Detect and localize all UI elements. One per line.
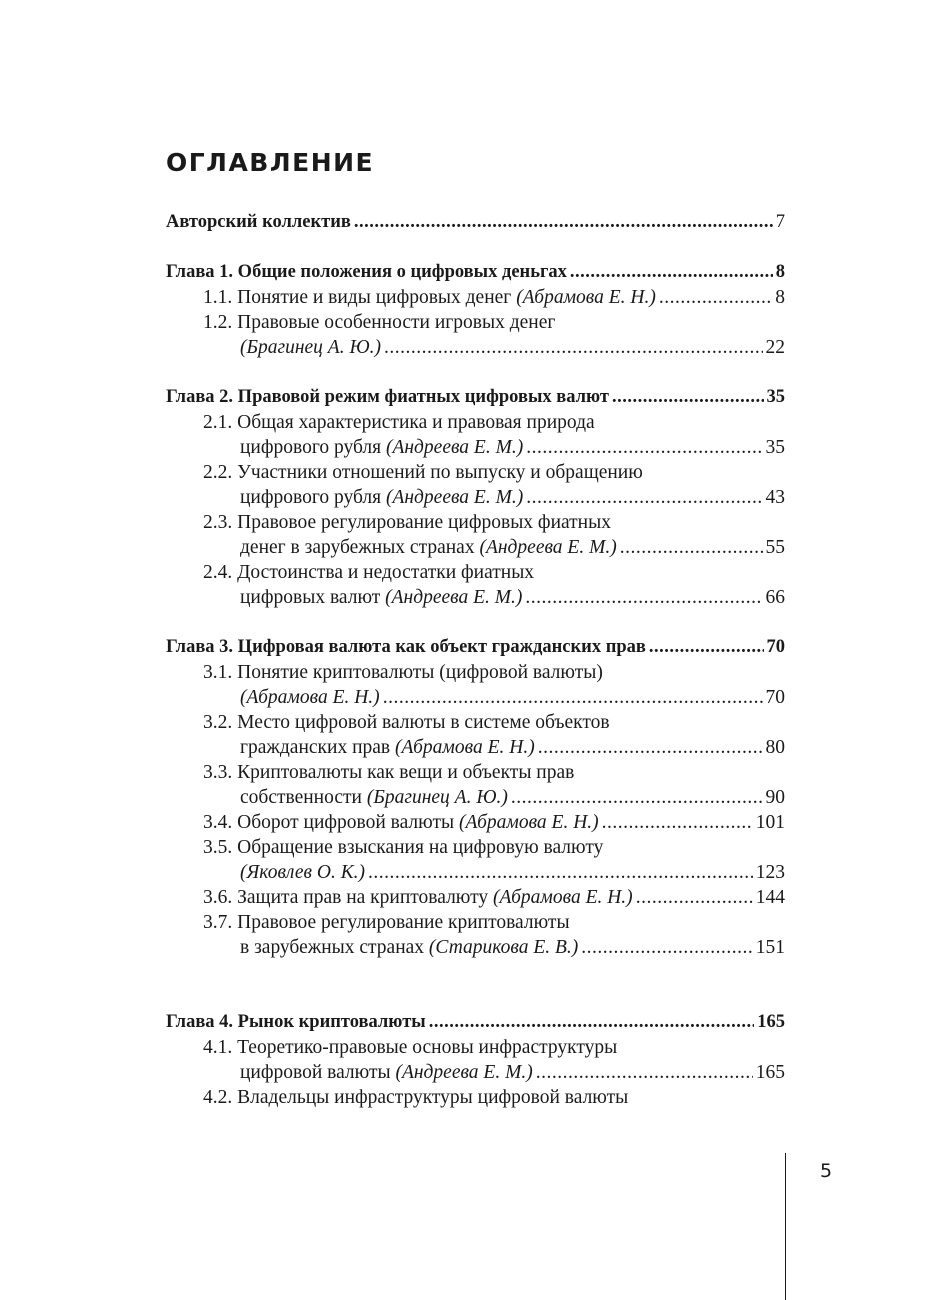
page-number: 70 bbox=[765, 687, 785, 708]
section-number: 1.1. bbox=[203, 287, 233, 308]
toc-section-3-3 bbox=[203, 760, 785, 785]
section-number: 3.7. bbox=[203, 912, 233, 933]
toc-section-3-4 bbox=[203, 810, 785, 835]
section-title: Теоретико-правовые основы инфраструктуры bbox=[237, 1037, 618, 1058]
page-number: 70 bbox=[766, 637, 785, 657]
leader-dots bbox=[429, 1010, 755, 1035]
chapter-title: Глава 3. Цифровая валюта как объект гражданских прав bbox=[166, 637, 646, 657]
toc-entry-authors bbox=[166, 210, 785, 235]
section-author: (Яковлев О. К.) bbox=[240, 862, 366, 883]
toc-section-3-5 bbox=[203, 835, 785, 860]
leader-dots bbox=[354, 210, 773, 235]
toc-section-2-2 bbox=[203, 460, 785, 485]
toc-section-2-3 bbox=[203, 510, 785, 535]
page-number: 8 bbox=[775, 262, 785, 282]
toc-chapter-2 bbox=[166, 385, 785, 410]
leader-dots bbox=[612, 385, 763, 410]
section-author: (Брагинец А. Ю.) bbox=[240, 337, 381, 358]
section-title: цифровых валют bbox=[240, 587, 381, 608]
section-title: Участники отношений по выпуску и обращению bbox=[237, 462, 643, 483]
section-author: (Андреева Е. М.) bbox=[385, 437, 524, 458]
page-number: 8 bbox=[775, 287, 785, 308]
section-title: Достоинства и недостатки фиатных bbox=[237, 562, 535, 583]
leader-dots bbox=[526, 435, 762, 460]
section-number: 2.1. bbox=[203, 412, 233, 433]
page-number: 7 bbox=[775, 212, 785, 232]
toc-section-4-2 bbox=[203, 1085, 785, 1110]
page-number: 165 bbox=[755, 1062, 785, 1083]
section-number: 4.1. bbox=[203, 1037, 233, 1058]
toc-section-3-7-cont bbox=[240, 935, 785, 960]
leader-dots bbox=[511, 785, 763, 810]
leader-dots bbox=[368, 860, 753, 885]
chapter-title: Глава 4. Рынок криптовалюты bbox=[166, 1012, 426, 1032]
section-number: 1.2. bbox=[203, 312, 233, 333]
leader-dots bbox=[526, 485, 762, 510]
page-number: 80 bbox=[765, 737, 785, 758]
section-number: 3.6. bbox=[203, 887, 233, 908]
toc-section-3-5-cont bbox=[240, 860, 785, 885]
section-author: (Андреева Е. М.) bbox=[395, 1062, 533, 1083]
section-author: (Абрамова Е. Н.) bbox=[458, 812, 599, 833]
section-number: 2.2. bbox=[203, 462, 233, 483]
leader-dots bbox=[384, 335, 763, 360]
section-number: 3.5. bbox=[203, 837, 233, 858]
section-author: (Абрамова Е. Н.) bbox=[493, 887, 633, 908]
toc-section-2-4-cont bbox=[240, 585, 785, 610]
section-author: (Андреева Е. М.) bbox=[385, 587, 523, 608]
leader-dots bbox=[570, 260, 773, 285]
section-author: (Абрамова Е. Н.) bbox=[240, 687, 380, 708]
leader-dots bbox=[536, 1060, 753, 1085]
section-title: Общая характеристика и правовая природа bbox=[237, 412, 595, 433]
toc-chapter-1 bbox=[166, 260, 785, 285]
section-author: (Брагинец А. Ю.) bbox=[366, 787, 508, 808]
leader-dots bbox=[649, 635, 764, 660]
folio-page-number: 5 bbox=[820, 1160, 833, 1182]
section-title: Защита прав на криптовалюту bbox=[237, 887, 489, 908]
page-number: 123 bbox=[755, 862, 785, 883]
toc-section-4-1 bbox=[203, 1035, 785, 1060]
section-title: цифрового рубля bbox=[240, 487, 382, 508]
page-number: 35 bbox=[766, 387, 785, 407]
leader-dots bbox=[581, 935, 752, 960]
page-number: 22 bbox=[765, 337, 785, 358]
page-number: 43 bbox=[765, 487, 785, 508]
section-title: Правовое регулирование криптовалюты bbox=[237, 912, 570, 933]
toc-section-3-2-cont bbox=[240, 735, 785, 760]
toc-section-2-3-cont bbox=[240, 535, 785, 560]
section-number: 2.4. bbox=[203, 562, 233, 583]
page-number: 144 bbox=[755, 887, 785, 908]
section-title: Понятие криптовалюты (цифровой валюты) bbox=[237, 662, 603, 683]
toc-section-1-1 bbox=[203, 285, 785, 310]
section-title: Правовые особенности игровых денег bbox=[237, 312, 556, 333]
section-title: цифровой валюты bbox=[240, 1062, 391, 1083]
section-title: Оборот цифровой валюты bbox=[237, 812, 455, 833]
page-number: 151 bbox=[755, 937, 785, 958]
toc-section-3-6 bbox=[203, 885, 785, 910]
section-title: Место цифровой валюты в системе объектов bbox=[237, 712, 610, 733]
leader-dots bbox=[659, 285, 772, 310]
page-title: ОГЛАВЛЕНИЕ bbox=[166, 148, 375, 177]
toc-chapter-3 bbox=[166, 635, 785, 660]
toc-section-3-2 bbox=[203, 710, 785, 735]
section-number: 3.2. bbox=[203, 712, 233, 733]
section-title: цифрового рубля bbox=[240, 437, 382, 458]
toc-section-2-1-cont bbox=[240, 435, 785, 460]
toc-section-3-1-cont bbox=[240, 685, 785, 710]
page-number: 55 bbox=[765, 537, 785, 558]
toc-chapter-4 bbox=[166, 1010, 785, 1035]
section-title: Понятие и виды цифровых денег bbox=[237, 287, 512, 308]
leader-dots bbox=[620, 535, 763, 560]
section-author: (Абрамова Е. Н.) bbox=[395, 737, 535, 758]
page-number: 101 bbox=[755, 812, 785, 833]
leader-dots bbox=[602, 810, 753, 835]
section-title: в зарубежных странах bbox=[240, 937, 425, 958]
chapter-title: Глава 2. Правовой режим фиатных цифровых валют bbox=[166, 387, 610, 407]
section-number: 3.1. bbox=[203, 662, 233, 683]
leader-dots bbox=[538, 735, 763, 760]
margin-rule bbox=[785, 1153, 786, 1300]
toc-section-3-7 bbox=[203, 910, 785, 935]
section-title: денег в зарубежных странах bbox=[240, 537, 475, 558]
section-title: Криптовалюты как вещи и объекты прав bbox=[237, 762, 575, 783]
section-title: собственности bbox=[240, 787, 362, 808]
toc-section-4-1-cont bbox=[240, 1060, 785, 1085]
section-title: гражданских прав bbox=[240, 737, 391, 758]
toc-section-2-4 bbox=[203, 560, 785, 585]
toc-section-2-1 bbox=[203, 410, 785, 435]
page-number: 165 bbox=[757, 1012, 785, 1032]
toc-section-2-2-cont bbox=[240, 485, 785, 510]
section-number: 3.3. bbox=[203, 762, 233, 783]
toc-section-1-2-cont bbox=[240, 335, 785, 360]
page-number: 90 bbox=[765, 787, 785, 808]
section-author: (Андреева Е. М.) bbox=[385, 487, 524, 508]
section-title: Владельцы инфраструктуры цифровой валюты bbox=[237, 1087, 629, 1108]
section-title: Правовое регулирование цифровых фиатных bbox=[237, 512, 611, 533]
leader-dots bbox=[525, 585, 762, 610]
chapter-title: Глава 1. Общие положения о цифровых деньгах bbox=[166, 262, 567, 282]
section-author: (Андреева Е. М.) bbox=[479, 537, 617, 558]
toc-section-1-2 bbox=[203, 310, 785, 335]
leader-dots bbox=[383, 685, 763, 710]
section-author: (Абрамова Е. Н.) bbox=[516, 287, 656, 308]
page-number: 66 bbox=[765, 587, 785, 608]
section-number: 3.4. bbox=[203, 812, 233, 833]
section-title: Обращение взыскания на цифровую валюту bbox=[237, 837, 604, 858]
entry-title: Авторский коллектив bbox=[166, 212, 351, 232]
leader-dots bbox=[636, 885, 753, 910]
toc-section-3-1 bbox=[203, 660, 785, 685]
toc-section-3-3-cont bbox=[240, 785, 785, 810]
section-number: 4.2. bbox=[203, 1087, 233, 1108]
page-number: 35 bbox=[765, 437, 785, 458]
section-number: 2.3. bbox=[203, 512, 233, 533]
section-author: (Старикова Е. В.) bbox=[428, 937, 579, 958]
